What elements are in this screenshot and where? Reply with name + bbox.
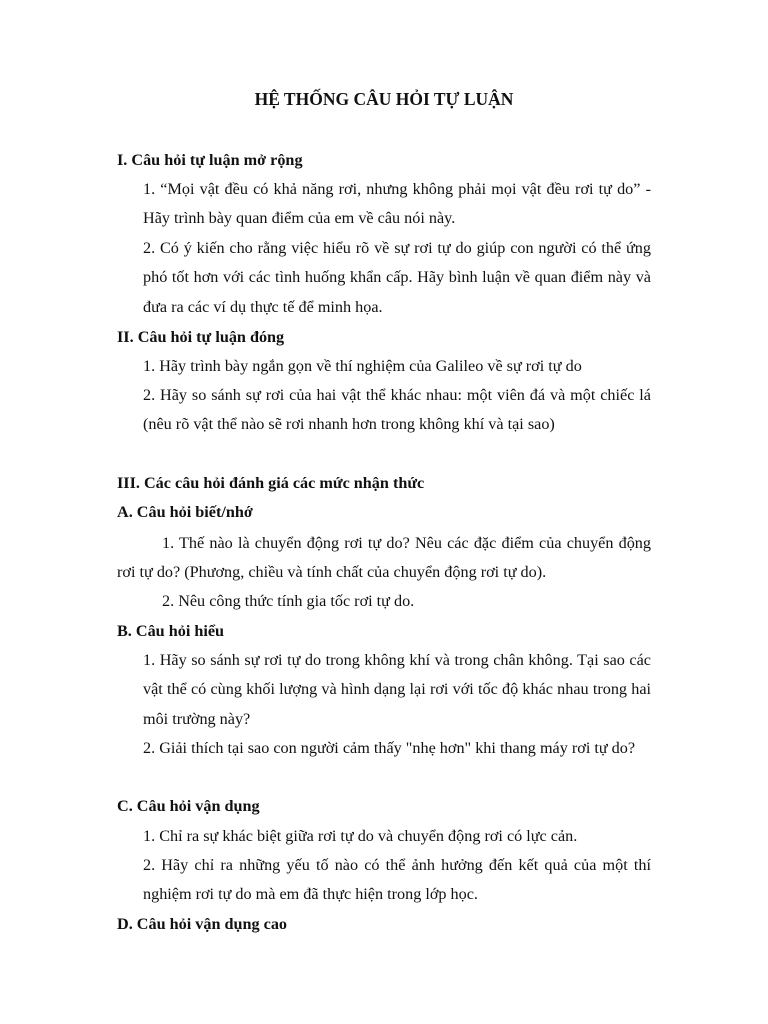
section-1-question-1: 1. “Mọi vật đều có khả năng rơi, nhưng không phải mọi vật đều rơi tự do” - Hãy trình bày quan điểm của em về câu nói này.	[143, 180, 651, 228]
section-2-question-2: 2. Hãy so sánh sự rơi của hai vật thể khác nhau: một viên đá và một chiếc lá (nêu rõ vật thể nào sẽ rơi nhanh hơn trong không khí và tại sao)	[143, 386, 651, 434]
section-3-heading: III. Các câu hỏi đánh giá các mức nhận thức	[117, 474, 425, 492]
subsection-b-question-1: 1. Hãy so sánh sự rơi tự do trong không khí và trong chân không. Tại sao các vật thể có cùng khối lượng và hình dạng lại rơi với tốc độ khác nhau trong hai môi trường này?	[143, 651, 651, 728]
page-title: HỆ THỐNG CÂU HỎI TỰ LUẬN	[254, 89, 514, 109]
subsection-a-heading: A. Câu hỏi biết/nhớ	[117, 503, 253, 521]
section-2-heading: II. Câu hỏi tự luận đóng	[117, 328, 285, 346]
subsection-b-heading: B. Câu hỏi hiểu	[117, 622, 225, 640]
subsection-b-question-2: 2. Giải thích tại sao con người cảm thấy "nhẹ hơn" khi thang máy rơi tự do?	[143, 739, 636, 757]
subsection-c-question-1: 1. Chỉ ra sự khác biệt giữa rơi tự do và chuyển động rơi có lực cản.	[143, 827, 578, 845]
subsection-d-heading: D. Câu hỏi vận dụng cao	[117, 915, 288, 933]
section-1-question-2: 2. Có ý kiến cho rằng việc hiểu rõ về sự rơi tự do giúp con người có thể ứng phó tốt hơn với các tình huống khẩn cấp. Hãy bình luận về quan điểm này và đưa ra các ví dụ thực tế để minh họa.	[143, 239, 651, 316]
subsection-a-question-2: 2. Nêu công thức tính gia tốc rơi tự do.	[162, 592, 415, 610]
subsection-c-question-2: 2. Hãy chỉ ra những yếu tố nào có thể ảnh hưởng đến kết quả của một thí nghiệm rơi tự do mà em đã thực hiện trong lớp học.	[143, 856, 651, 904]
section-2-question-1: 1. Hãy trình bày ngắn gọn về thí nghiệm của Galileo về sự rơi tự do	[143, 357, 582, 375]
subsection-a-question-1: 1. Thế nào là chuyển động rơi tự do? Nêu các đặc điểm của chuyển động rơi tự do? (Phương, chiều và tính chất của chuyển động rơi tự do).	[117, 534, 651, 582]
subsection-c-heading: C. Câu hỏi vận dụng	[117, 797, 260, 815]
section-1-heading: I. Câu hỏi tự luận mở rộng	[117, 151, 303, 169]
